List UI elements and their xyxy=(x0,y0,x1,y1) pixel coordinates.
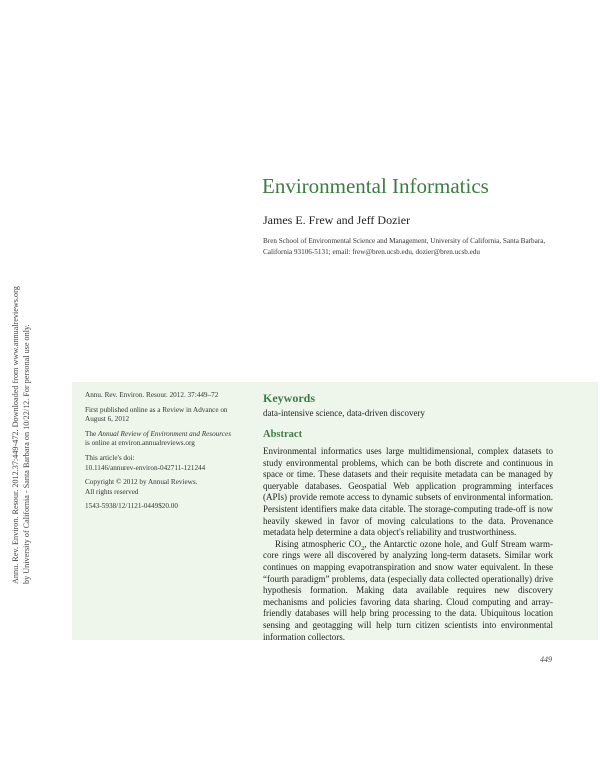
abstract-paragraph-2 xyxy=(263,539,553,643)
abstract-paragraph-1: Environmental informatics uses large multidimensional, complex datasets to study environmental problems, which can be both discrete and continuous in space or time. These datasets and their requisite metadata can be managed by queryable databases. Geospatial Web application programming interfaces (APIs) provide remote access to dynamic subsets of environmental information. Persistent identifiers make data citable. The storage-computing trade-off is now heavily skewed in favor of moving calculations to the data. Provenance metadata help determine a data object's reliability and trustworthiness. xyxy=(263,446,553,538)
abstract-body xyxy=(263,446,553,643)
copyright-block xyxy=(85,478,235,497)
author-affiliation: Bren School of Environmental Science and Management, University of California, Santa Barbara, California 93106-5131; email: frew@bren.ucsb.edu, dozier@bren.ucsb.edu xyxy=(263,237,546,256)
doi-block xyxy=(85,454,235,473)
first-published-note: First published online as a Review in Advance on August 6, 2012 xyxy=(85,405,228,424)
publication-metadata xyxy=(85,391,235,517)
keywords-heading: Keywords xyxy=(263,391,315,405)
watermark-line-1: Annu. Rev. Environ. Resour. 2012.37:449-472. Downloaded from www.annualreviews.org xyxy=(11,286,20,584)
online-note xyxy=(85,430,235,449)
journal-name: Annual Review of Environment and Resources xyxy=(97,429,231,438)
online-suffix: is online at environ.annualreviews.org xyxy=(85,439,195,448)
citation: Annu. Rev. Environ. Resour. 2012. 37:449–72 xyxy=(85,391,219,399)
online-prefix: The xyxy=(85,429,98,438)
paragraph-2-start: Rising atmospheric CO xyxy=(275,538,362,549)
doi-label: This article's doi: xyxy=(85,453,135,462)
issn: 1543-5938/12/1121-0449$20.00 xyxy=(85,502,178,511)
article-authors: James E. Frew and Jeff Dozier xyxy=(263,213,411,227)
watermark-line-2: by University of California - Santa Barbara on 10/22/12. For personal use only. xyxy=(22,324,31,584)
paragraph-2-rest: , the Antarctic ozone hole, and Gulf Stream warm-core rings were all discovered by analyzing long-term datasets. Similar work continues on mapping evapotranspiration and snow water equivalent. In these “fourth paradigm” problems, data (especially data collected operationally) drive hypothesis formation. Making data available requires new discovery mechanisms and policies favoring data sharing. Cloud computing and array-friendly databases will help bring processing to the data. Ubiquitous location sensing and geotagging will help turn citizen scientists into environmental information collectors. xyxy=(263,538,553,642)
keywords-list: data-intensive science, data-driven discovery xyxy=(263,408,425,418)
article-title: Environmental Informatics xyxy=(262,174,489,198)
download-watermark xyxy=(10,244,54,584)
rights-note: All rights reserved xyxy=(85,487,139,496)
abstract-heading: Abstract xyxy=(263,429,303,440)
page-number: 449 xyxy=(540,655,552,664)
doi-link[interactable]: 10.1146/annurev-environ-042711-121244 xyxy=(85,463,206,472)
copyright-note: Copyright © 2012 by Annual Reviews. xyxy=(85,478,198,487)
co2-subscript: 2 xyxy=(361,544,365,552)
